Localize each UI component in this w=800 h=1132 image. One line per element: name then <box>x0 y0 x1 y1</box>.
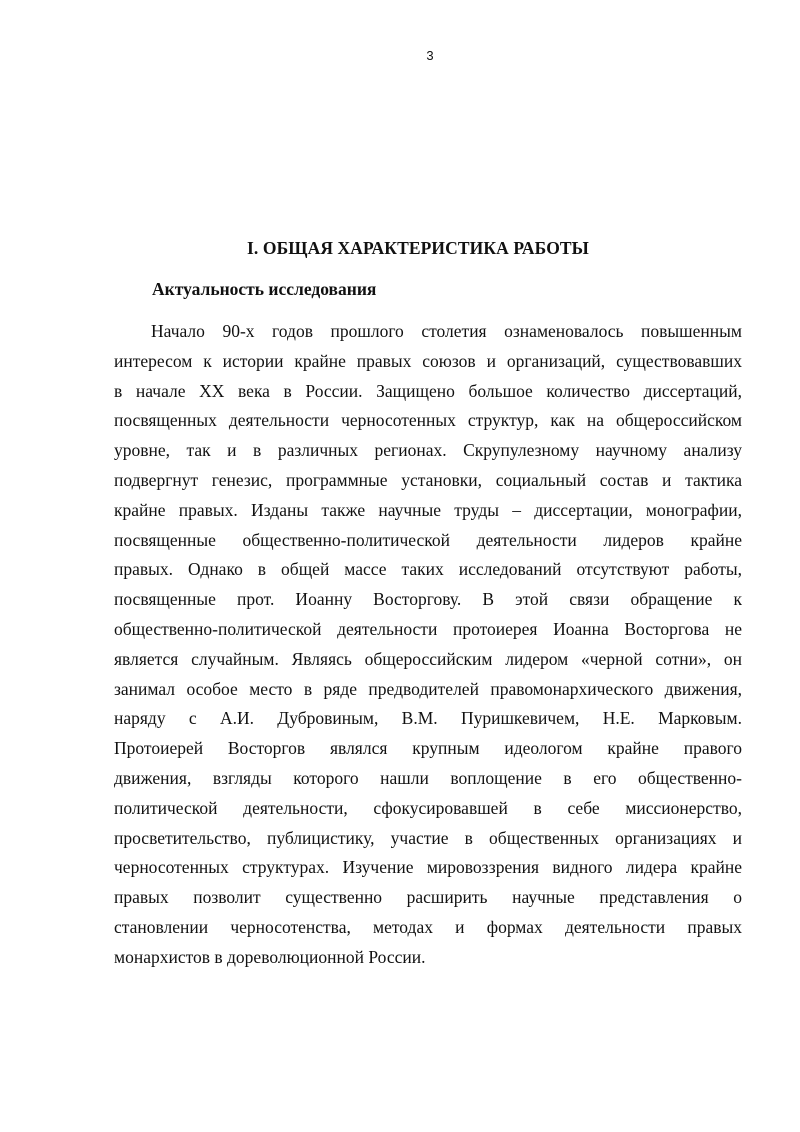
paragraph-line: монархистов в дореволюционной России. <box>114 946 426 967</box>
paragraph-line: движения, взгляды которого нашли воплощение в его общественно- <box>114 767 742 788</box>
paragraph-line: является случайным. Являясь общероссийским лидером «черной сотни», он <box>114 648 742 669</box>
body-paragraph <box>114 317 742 973</box>
paragraph-line: занимал особое место в ряде предводителей правомонархического движения, <box>114 678 742 699</box>
section-heading: Актуальность исследования <box>152 279 377 299</box>
paragraph-line: становлении черносотенства, методах и формах деятельности правых <box>114 916 742 937</box>
paragraph-line: просветительство, публицистику, участие в общественных организациях и <box>114 827 742 848</box>
paragraph-line: посвященные общественно-политической деятельности лидеров крайне <box>114 529 742 550</box>
paragraph-line: наряду с А.И. Дубровиным, В.М. Пуришкевичем, Н.Е. Марковым. <box>114 708 742 729</box>
paragraph-line: черносотенных структурах. Изучение мировоззрения видного лидера крайне <box>114 857 742 878</box>
paragraph-line: правых. Однако в общей массе таких исследований отсутствуют работы, <box>114 559 742 580</box>
paragraph-line: посвященных деятельности черносотенных структур, как на общероссийском <box>114 410 742 431</box>
paragraph-line: Начало 90-х годов прошлого столетия ознаменовалось повышенным <box>151 321 742 341</box>
chapter-title: I. ОБЩАЯ ХАРАКТЕРИСТИКА РАБОТЫ <box>247 238 589 258</box>
paragraph-line: Протоиерей Восторгов являлся крупным идеологом крайне правого <box>114 738 742 759</box>
paragraph-line: правых позволит существенно расширить научные представления о <box>114 887 742 908</box>
paragraph-line: подвергнут генезис, программные установки, социальный состав и тактика <box>114 469 742 490</box>
paragraph-line: интересом к истории крайне правых союзов и организаций, существовавших <box>114 350 742 371</box>
paragraph-line: крайне правых. Изданы также научные труды – диссертации, монографии, <box>114 499 742 520</box>
page-number: 3 <box>426 48 434 63</box>
paragraph-line: политической деятельности, сфокусировавшей в себе миссионерство, <box>114 797 742 818</box>
paragraph-line: в начале XX века в России. Защищено большое количество диссертаций, <box>114 380 742 401</box>
paragraph-line: общественно-политической деятельности протоиерея Иоанна Восторгова не <box>114 618 742 639</box>
paragraph-line: посвященные прот. Иоанну Восторгову. В этой связи обращение к <box>114 589 742 610</box>
paragraph-line: уровне, так и в различных регионах. Скрупулезному научному анализу <box>114 440 742 461</box>
